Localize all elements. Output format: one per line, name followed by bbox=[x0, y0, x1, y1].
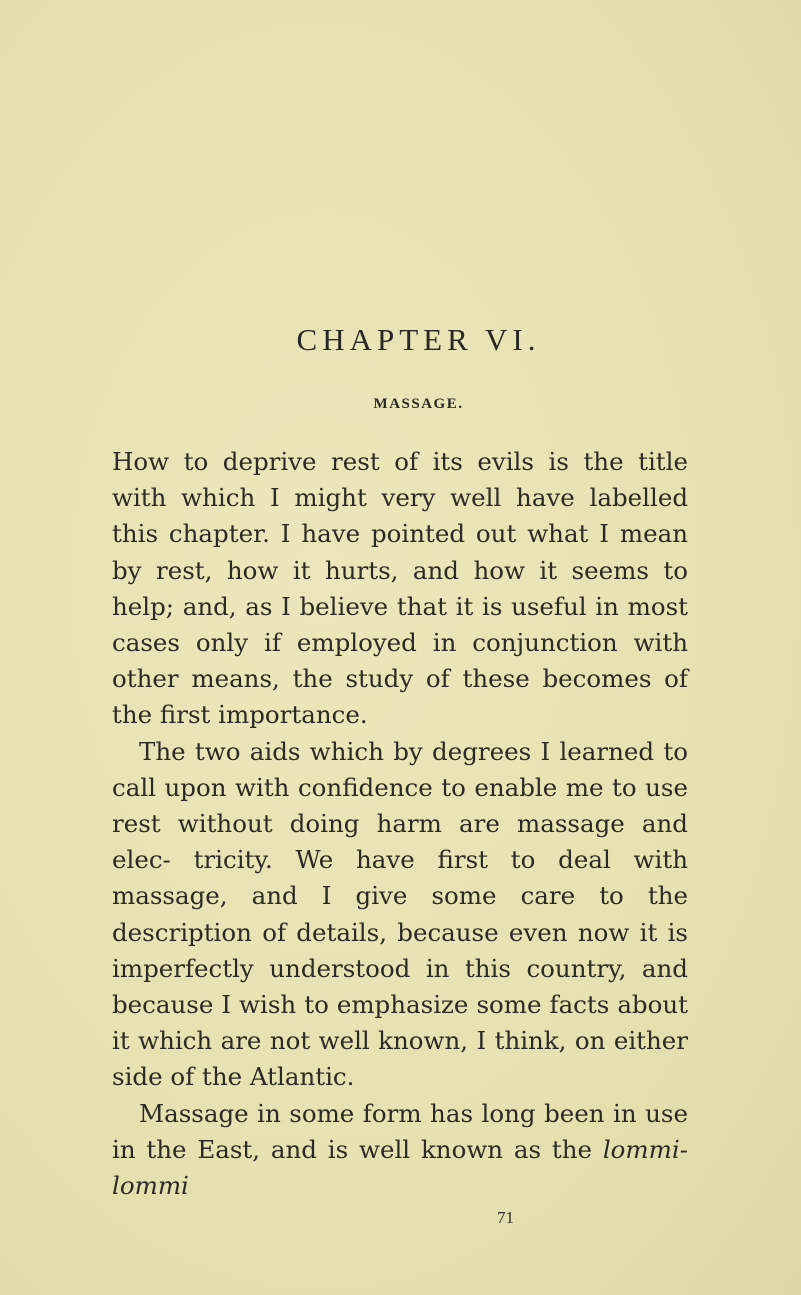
page-number: 71 bbox=[497, 1208, 514, 1227]
section-heading: MASSAGE. bbox=[373, 396, 464, 412]
chapter-title: CHAPTER VI. bbox=[296, 322, 541, 357]
paragraph: The two aids which by degrees I learned to call upon with confidence to enable me to use rest without doing harm are massage and elec- tricity. We have first to deal with massage, and I give some care to the description of details, because even now it is imperfectly understood in this country, and because I wish to emphasize some facts about it which are not well known, I think, on either side of the Atlantic. bbox=[112, 736, 688, 1092]
paragraph: How to deprive rest of its evils is the title with which I might very well have labelled this chapter. I have pointed out what I mean by rest, how it hurts, and how it seems to help; and, as I believe that it is useful in most cases only if employed in conjunction with other means, the study of these becomes of the first importance. bbox=[112, 447, 688, 730]
paragraph-text: Massage in some form has long been in use in the East, and is well known as the bbox=[112, 1098, 688, 1164]
body-text bbox=[112, 444, 688, 1204]
paragraph bbox=[112, 1096, 688, 1205]
italic-term: lommi-lommi bbox=[112, 1134, 688, 1201]
